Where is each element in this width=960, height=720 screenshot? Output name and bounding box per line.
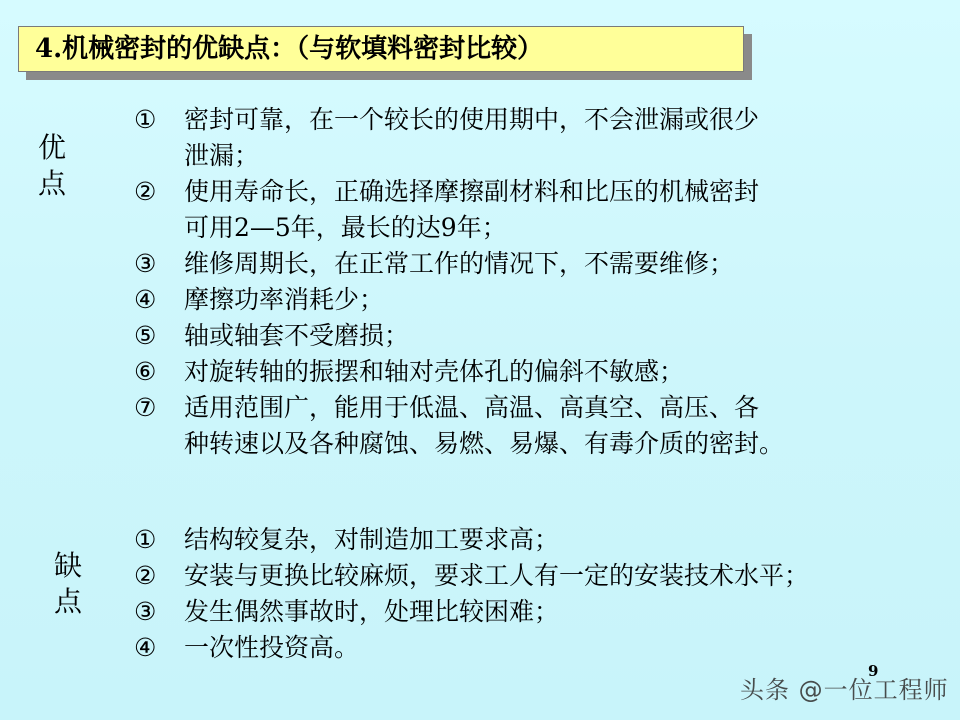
- item-text: 结构较复杂，对制造加工要求高；: [184, 525, 560, 554]
- disadvantages-list: [134, 522, 809, 666]
- advantage-item-4: [134, 282, 784, 318]
- advantage-item-2: [134, 174, 784, 246]
- disadvantage-item-4: [134, 630, 809, 666]
- item-text: 密封可靠，在一个较长的使用期中，不会泄漏或很少 泄漏；: [184, 105, 760, 170]
- item-number: ①: [134, 525, 157, 554]
- item-text: 对旋转轴的振摆和轴对壳体孔的偏斜不敏感；: [184, 357, 685, 386]
- item-number: ⑦: [134, 393, 157, 422]
- item-number: ①: [134, 105, 157, 134]
- item-text: 使用寿命长，正确选择摩擦副材料和比压的机械密封 可用2—5年，最长的达9年；: [184, 177, 760, 242]
- item-number: ⑥: [134, 357, 157, 386]
- disadvantage-item-3: [134, 594, 809, 630]
- disadvantages-label-char-1: 缺: [53, 549, 82, 582]
- item-number: ④: [134, 285, 157, 314]
- slide-title: 4.机械密封的优缺点：（与软填料密封比较）: [18, 26, 744, 72]
- advantages-list: [134, 102, 784, 462]
- watermark: 头条 @一位工程师: [740, 676, 949, 704]
- advantages-label-char-1: 优: [37, 131, 66, 164]
- item-text: 适用范围广，能用于低温、高温、高真空、高压、各 种转速以及各种腐蚀、易燃、易爆、有毒介质的密封。: [184, 393, 785, 458]
- disadvantages-label-char-2: 点: [53, 585, 82, 618]
- disadvantage-item-2: [134, 558, 809, 594]
- item-text: 轴或轴套不受磨损；: [184, 321, 410, 350]
- item-text: 安装与更换比较麻烦，要求工人有一定的安装技术水平；: [184, 561, 810, 590]
- item-text: 摩擦功率消耗少；: [184, 285, 385, 314]
- advantage-item-5: [134, 318, 784, 354]
- disadvantage-item-1: [134, 522, 809, 558]
- item-number: ④: [134, 633, 157, 662]
- item-number: ②: [134, 561, 157, 590]
- advantages-label: [32, 130, 72, 202]
- item-text: 维修周期长，在正常工作的情况下，不需要维修；: [184, 249, 735, 278]
- advantage-item-6: [134, 354, 784, 390]
- page-number: 9: [868, 662, 879, 680]
- advantages-label-char-2: 点: [37, 167, 66, 200]
- item-number: ②: [134, 177, 157, 206]
- item-text: 一次性投资高。: [184, 633, 360, 662]
- item-number: ⑤: [134, 321, 157, 350]
- advantage-item-7: [134, 390, 784, 462]
- disadvantages-label: [48, 548, 88, 620]
- advantage-item-1: [134, 102, 784, 174]
- advantage-item-3: [134, 246, 784, 282]
- item-text: 发生偶然事故时，处理比较困难；: [184, 597, 560, 626]
- item-number: ③: [134, 597, 157, 626]
- item-number: ③: [134, 249, 157, 278]
